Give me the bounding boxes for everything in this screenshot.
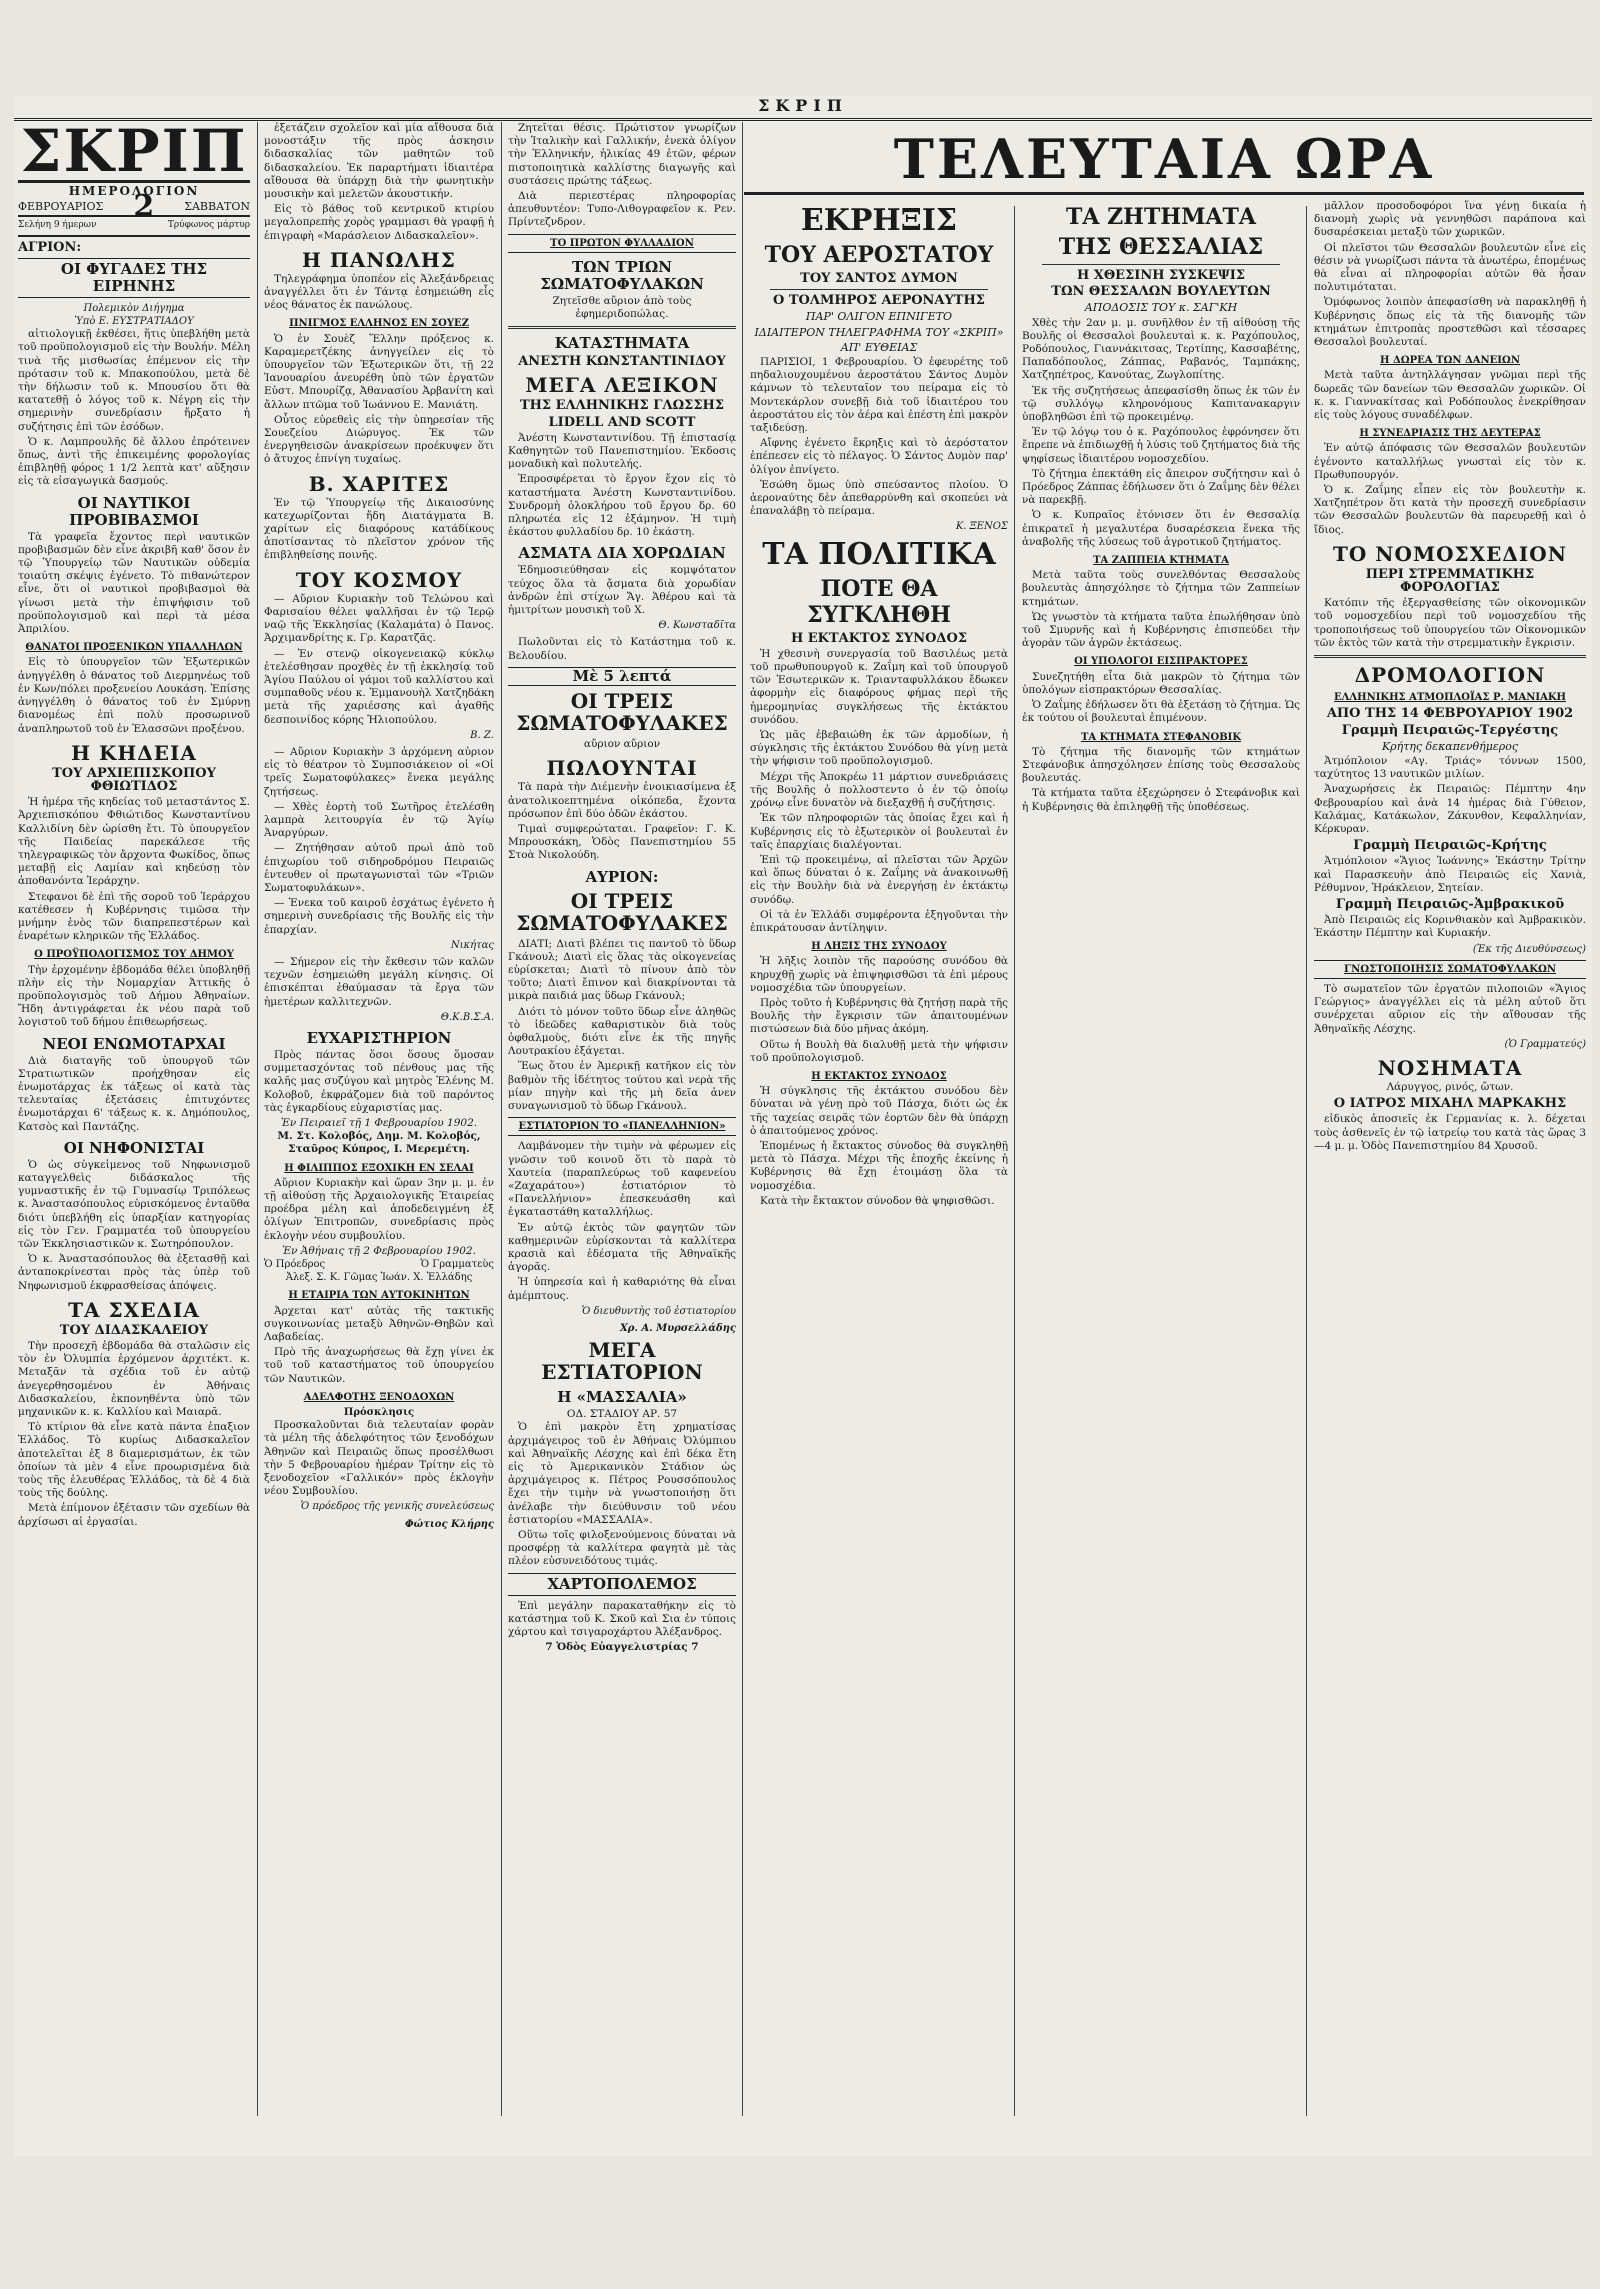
paragraph: Μετὰ ταῦτα τοὺς συνελθόντας Θεσσαλοὺς βουλευτὰς ἀπησχόλησε τὸ ζήτημα τῶν Ζαππείων κτημάτων. (1022, 569, 1300, 608)
column-6 (1314, 200, 1586, 2112)
ad-headline: ΝΟΣΗΜΑΤΑ (1377, 1055, 1523, 1080)
paragraph: ΔΙΑΤΙ; Διατὶ βλέπει τις παντοῦ τὸ ὕδωρ Γκάνουλ; Διατὶ εἰς ὅλας τὰς οἰκογενείας εὑρίσκεται; Διατὶ τὸ πίνουν ἀπὸ τὸν τοῦτο; Διατὶ ἔπινον καὶ διακρίνονται τὰ μικρὰ παιδιά μας ὕδωρ Γκάνουλ; (508, 937, 736, 1003)
ad-line: ΟΔ. ΣΤΑΔΙΟΥ ΑΡ. 57 (566, 1408, 678, 1421)
ad-headline: ΑΥΡΙΟΝ: (585, 867, 659, 886)
paragraph: Ἀναχωρήσεις ἐκ Πειραιῶς: Πέμπτην 4ην Φεβρουαρίου καὶ ἀνὰ 14 ἡμέρας διὰ Γύθειον, Καλάμας, Κατάκωλον, Ζάκυνθον, Κεφαλληνίαν, Κέρκυραν. (1314, 783, 1586, 835)
paragraph: Διότι τὸ μόνον τοῦτο ὕδωρ εἶνε ἀληθῶς τὸ ἰδεῶδες καθαριστικὸν διὰ τοὺς ὀφθαλμοὺς, διότι εἶνε ἐκ τῆς πηγῆς Λουτρακίου ἐξάγεται. (508, 1005, 736, 1058)
section-label: ΑΓΡΙΟΝ: (18, 239, 82, 255)
ad-headline: ΑΠΟ ΤΗΣ 14 ΦΕΒΡΟΥΑΡΙΟΥ 1902 (1326, 706, 1574, 722)
headline: ΤΟΥ ΣΑΝΤΟΣ ΔΥΜΟΝ (800, 271, 958, 286)
headline: ΤΟ ΝΟΜΟΣΧΕΔΙΟΝ (1332, 541, 1567, 566)
ad-headline: Γραμμὴ Πειραιῶς-Τεργέστης (1341, 722, 1559, 738)
signature: Θ.Κ.Β.Σ.Α. (440, 1011, 494, 1023)
paragraph: — Ζητήθησαν αὐτοῦ πρωὶ ἀπὸ τοῦ ἐπιχωρίου τοῦ σιδηροδρόμου Πειραιῶς ἐντευθεν οἱ πρωταγωνισταὶ τῶν «Τριῶν Σωματοφυλάκων». (264, 842, 494, 894)
headline: ΟΙ ΥΠΟΛΟΓΟΙ ΕΙΣΠΡΑΚΤΟΡΕΣ (1074, 656, 1248, 668)
paragraph: Ἡ χθεσινὴ συνεργασία τοῦ Βασιλέως μετὰ τοῦ πρωθυπουργοῦ κ. Ζαΐμη καὶ τοῦ ὑπουργοῦ τῶν Ἐσωτερικῶν κ. Τριανταφυλλάκου ἔδωκεν ἀφορμὴν εἰς διαφόρους φήμας περὶ τῆς ἡμερομηνίας συγκλήσεως τῆς ἐκτάκτου συνόδου. (750, 647, 1008, 726)
paragraph: — Αὔριον Κυριακὴν τοῦ Τελώνου καὶ Φαρισαίου θέλει ψαλλῆσαι ἐν τῷ Ἱερῷ ναῷ τῆς Ἐκκλησίας (Καλαμάτα) ὁ Πανος. Ἀρχιμανδρίτης κ. Γρ. Καρατζᾶς. (264, 592, 494, 645)
paragraph: Τὰ κτήματα ταῦτα ἐξεχώρησεν ὁ Στεφάνοβικ καὶ ἡ Κυβέρνησις θὰ ἐπιληφθῇ τῆς ὑποθέσεως. (1022, 787, 1300, 813)
paragraph: Τὸ ζήτημα ἐπεκτάθη εἰς ἄπειρον συζήτησιν καὶ ὁ Πρόεδρος Ζάππας ἐδήλωσεν ὅτι ὁ Ζαΐμης δὲν θέλει νὰ παρεκβῇ. (1022, 467, 1300, 507)
paragraph: Τὴν ἐρχομένην ἑβδομάδα θέλει ὑποβληθῇ πλὴν εἰς τὴν Νομαρχίαν Ἀττικῆς ὁ προϋπολογισμὸς τοῦ Δήμου Ἀθηναίων. Ἤδη ἀντιγράφεται ἐκ νέου παρὰ τοῦ λογιστοῦ τοῦ δήμου ἐπιθεωρήσεως. (18, 963, 250, 1029)
paragraph: Ἐσώθη ὅμως ὑπὸ σπεύσαντος πλοίου. Ὁ ἀεροναύτης δὲν ἀπεθαρρύνθη καὶ σκοπεύει νὰ ἐπαναλάβῃ τὸ πείραμα. (750, 478, 1008, 518)
paragraph: Χθὲς τὴν 2αν μ. μ. συνῆλθον ἐν τῇ αἰθούσῃ τῆς Βουλῆς οἱ Θεσσαλοὶ βουλευταὶ κ. κ. Ραχόπουλος, Ροδόπουλος, Γιαννάκιτσας, Τερτίπης, Κασσαβέτης, Παπαδόπουλος, Ζάππας, Ραβανός, Ταμπάκης, Χατζηπέτρος, Κανούτας, Ζωγλοπίτης. (1022, 316, 1300, 382)
headline: ΤΩΝ ΘΕΣΣΑΛΩΝ ΒΟΥΛΕΥΤΩΝ (1051, 284, 1271, 300)
headline: ΑΠΟΔΟΣΙΣ ΤΟΥ κ. ΣΑΓ'ΚΗ (1084, 301, 1238, 315)
headline: Η ΛΗΞΙΣ ΤΗΣ ΣΥΝΟΔΟΥ (811, 941, 947, 953)
signature: Κ. ΞΕΝΟΣ (955, 521, 1008, 533)
ad-headline: ΟΙ ΤΡΕΙΣ ΣΩΜΑΤΟΦΥΛΑΚΕΣ (516, 689, 728, 736)
headline: Ο ΤΟΛΜΗΡΟΣ ΑΕΡΟΝΑΥΤΗΣ (773, 293, 985, 309)
column-rule (257, 122, 258, 2116)
paragraph: Ἡ λῆξις λοιπὸν τῆς παρούσης συνόδου θὰ κηρυχθῇ χωρὶς νὰ ἐπιψηφισθῶσι τὰ ἐπὶ μέρους νομοσχέδια τῶν ὑπουργείων. (750, 955, 1008, 994)
paragraph: Ὁμόφωνος λοιπὸν ἀπεφασίσθη νὰ παρακληθῇ ἡ Κυβέρνησις ὅπως εἰς τὰ τῆς διανομῆς τῶν κτημάτων ἐπιτροπὰς προστεθῶσι καὶ τέσσαρες Θεσσαλοὶ βουλευταί. (1314, 296, 1586, 349)
headline: Η ΚΗΔΕΙΑ (71, 740, 197, 765)
paragraph: Ὁ κ. Λαμπρουλῆς δὲ ἄλλου ἐπρότεινεν ὅπως, ἀντὶ τῆς ἐπικειμένης φορολογίας ἐπιβληθῇ φόρος 1 1/2 λεπτὰ κατ' αὔξησιν εἰς τὰ εἰσαγωγικὰ δασμούς. (18, 435, 250, 488)
headline: ΕΚΡΗΞΙΣ (800, 203, 958, 238)
column-rule (1014, 206, 1015, 2116)
paragraph: Ἡ ὑπηρεσία καὶ ἡ καθαριότης θὰ εἶναι ἀμέμπτους. (508, 1276, 736, 1302)
paragraph: Ὁ ἐπὶ μακρὸν ἔτη χρηματίσας ἀρχιμάγειρος τοῦ ἐν Ἀθήναις Ὀλύμπιου καὶ Ἀθηναϊκῆς Λέσχης καὶ ἐπὶ δέκα ἔτη εἰς τὸ Ἀμερικανικὸν Στάδιον ὡς ἀρχιμάγειρος κ. Πέτρος Ρουσσόπουλος ἔχει τὴν τιμὴν νὰ γνωστοποιήσῃ ὅτι ἀνέλαβε τὴν διεύθυνσιν τοῦ νέου ἑστιατορίου «ΜΑΣΣΑΛΙΑ». (508, 1421, 736, 1526)
paragraph: Ἀρχεται κατ' αὐτὰς τῆς τακτικῆς συγκοινωνίας μεταξὺ Ἀθηνῶν-Θηβῶν καὶ Λαβαδείας. (264, 1304, 494, 1344)
paragraph: — Αὔριον Κυριακὴν 3 ἀρχόμενη αὐριον εἰς τὸ θέατρον τὸ Συμποσιάκειον οἱ «Οἱ τρεῖς Σωματοφύλακες» ἔνεκα μεγάλης ζητήσεως. (264, 745, 494, 798)
paragraph: — Ἐνεκα τοῦ καιροῦ ἐσχάτως ἐγένετο ἡ σημερινὴ συνεδρίασις τῆς Βουλῆς εἰς τὴν ἐπαρχίαν. (264, 897, 494, 936)
ad-headline: ΕΣΤΙΑΤΟΡΙΟΝ ΤΟ «ΠΑΝΕΛΛΗΝΙΟΝ» (508, 1117, 736, 1136)
ad-line: αὔριον αὔριον (583, 738, 661, 751)
headline: ΠΟΤΕ ΘΑ ΣΥΓΚΛΗΘΗ (807, 575, 951, 628)
column-rule (1306, 206, 1307, 2116)
signature: Ὁ Γραμματεὺς (420, 1259, 494, 1271)
headline: ΑΠ' ΕΥΘΕΙΑΣ (840, 340, 918, 354)
paragraph: Ἐκ τῆς συζητήσεως ἀπεφασίσθη ὅπως ἐκ τῶν ἐν τῷ συλλόγῳ κληρονόμους Καπιτανακαργιν ὑποβληθῶσι ἐπὶ τῷ προκειμένῳ. (1022, 384, 1300, 424)
column-rule (501, 122, 502, 2116)
paragraph: Ἐν τῷ Ὑπουργείῳ τῆς Δικαιοσύνης κατεχωρίζονται ἤδη Διατάγματα Β. χαρίτων εἰς διαφόρους κατάδίκους ἀποτίσαντας τὸ πλεῖστον χρόνον τῆς ἐπιβληθείσης ποινῆς. (264, 496, 494, 562)
paragraph: Ἐν αὐτῷ ἐκτὸς τῶν φαγητῶν τῶν καθημερινῶν εὑρίσκονται τὰ καλλίτερα κρασιὰ καὶ ἐδέσματα τῆς Ἀθηναϊκῆς ἀγορᾶς. (508, 1221, 736, 1274)
paragraph: Ἀτμόπλοιον «Αγ. Τριάς» τόννων 1500, ταχύτητος 13 ναυτικῶν μιλίων. (1314, 754, 1586, 781)
ad-headline: ΤΗΣ ΕΛΛΗΝΙΚΗΣ ΓΛΩΣΣΗΣ (519, 398, 725, 414)
signature: (Ὁ Γραμματεύς) (1504, 1038, 1586, 1050)
headline: ΤΑ ΚΤΗΜΑΤΑ ΣΤΕΦΑΝΟΒΙΚ (1080, 731, 1242, 743)
column-4 (750, 200, 1008, 2112)
signature: Ὁ Πρόεδρος (264, 1259, 326, 1271)
paragraph: μᾶλλον προσοδοφόροι ἵνα γένῃ δικαία ἡ διανομὴ χωρὶς νὰ γεννηθῶσι παράπονα καὶ δυσαρέσκειαι μεταξὺ τῶν χωρικῶν. (1314, 200, 1586, 239)
paragraph: Στεφανοι δὲ ἐπὶ τῆς σοροῦ τοῦ Ἱεράρχου κατέθεσεν ἡ Κυβέρνησις τιμῶσα τὴν μνήμην ἑνὸς τῶν διαπρεπεστέρων καὶ ἐναρέτων κληρικῶν τῆς Ἑλλάδος. (18, 890, 250, 943)
paragraph: Κατόπιν τῆς ἐξεργασθείσης τῶν οἰκονομικῶν τοῦ νομοσχεδίου περὶ τοῦ νομοσχεδίου τῆς τροποποιήσεως τοῦ ὑπουργείου τῶν Οἰκονομικῶν τῶν ἐκτὸς τῶν κατὰ τὴν στρεμματικὴν ἔγκρισιν. (1314, 597, 1586, 649)
headline: ΤΟΥ ΚΟΣΜΟΥ (295, 567, 463, 592)
paragraph: Πωλοῦνται εἰς τὸ Κατάστημα τοῦ κ. Βελουδίου. (508, 636, 736, 662)
paragraph: Πρὸς τοῦτο ἡ Κυβέρνησις θὰ ζητήσῃ παρὰ τῆς Βουλῆς τὴν ἔγκρισιν τῶν ἀπαιτουμένων πιστώσεων διὰ δύο μῆνας ἀκόμη. (750, 996, 1008, 1036)
paragraph: Μετὰ ἐπίμονον ἐξέτασιν τῶν σχεδίων θὰ ἀρχίσωσι αἱ ἐργασίαι. (18, 1502, 250, 1528)
paragraph: Οἱ πλεῖστοι τῶν Θεσσαλῶν βουλευτῶν εἶνε εἰς θέσιν νὰ γνωρίζωσι πάντα τὰ ἀνωτέρω, ἐπομένως θὰ εἶναι αἱ πληροφορίαι αὐτῶν θὰ ἦσαν πολυτιμόταται. (1314, 241, 1586, 294)
serial-author: Ὑπὸ Ε. ΕΥΣΤΡΑΤΙΑΔΟΥ (74, 316, 194, 328)
date-month: ΦΕΒΡΟΥΑΡΙΟΣ (18, 200, 104, 214)
headline: ΕΥΧΑΡΙΣΤΗΡΙΟΝ (306, 1028, 452, 1047)
signature: Χρ. Α. Μυρσελλάδης (620, 1323, 736, 1334)
paragraph: Ἐν τῷ λόγῳ του ὁ κ. Ραχόπουλος ἐφρόνησεν ὅτι ἔπρεπε νὰ ἐπιδιωχθῇ ἡ λύσις τοῦ ζητήματος διὰ τῆς ψηφίσεως ἰδιαιτέρου νομοσχεδίου. (1022, 426, 1300, 465)
headline: ΤΑ ΖΗΤΗΜΑΤΑ (1066, 204, 1256, 230)
paragraph: Οὕτω τοῖς φιλοξενούμενοις δύναται νὰ προσφέρῃ τὰ καλλίτερα φαγητὰ μὲ τὰς πλέον εὐσυνειδότους τιμάς. (508, 1529, 736, 1568)
newspaper-page (14, 96, 1592, 2156)
headline: ΠΝΙΓΜΟΣ ΕΛΛΗΝΟΣ ΕΝ ΣΟΥΕΖ (289, 318, 469, 330)
signature: Ἀλεξ. Σ. Κ. Γῶμας Ἰωάν. Χ. Ἐλλάδης (285, 1272, 473, 1284)
headline: ΤΟΥ ΑΕΡΟΣΤΑΤΟΥ (764, 242, 994, 268)
paragraph: Ἀτμόπλοιον «Ἅγιος Ἰωάννης» Ἐκάστην Τρίτην καὶ Παρασκευὴν ἀπὸ Πειραιῶς εἰς Χανιὰ, Ρέθυμνον, Ἡράκλειον, Σητείαν. (1314, 855, 1586, 894)
date-weekday: ΣΑΒΒΑΤΟΝ (184, 200, 250, 214)
paragraph: Οὕτω ἡ Βουλὴ θὰ διαλυθῇ μετὰ τὴν ψήφισιν τοῦ προϋπολογισμοῦ. (750, 1038, 1008, 1064)
paragraph: Ὁ κ. Κυπραῖος ἐτόνισεν ὅτι ἐν Θεσσαλίᾳ ἐπικρατεῖ ἡ μεγαλυτέρα δυσαρέσκεια ἕνεκα τῆς ἀναβολῆς τῆς λύσεως τοῦ ἀγροτικοῦ ζητήματος. (1022, 509, 1300, 548)
headline: ΟΙ ΝΗΦΟΝΙΣΤΑΙ (63, 1138, 205, 1157)
paragraph: Ὁ ὡς σὑγκεἰμενος τοῦ Νηφωνισμοῦ καταγγελθεὶς διδάσκαλος τῆς γυμναστικῆς ἐν τῷ Γυμνασίῳ Τριπόλεως κ. Ἀναστασόπουλος εὑρισκόμενος ἐνταῦθα διότι ὑπεβλήθη εἰς ὑπαρξίαν κατηγορίας εἰς τὸν Γεν. Γραμματέα τοῦ ὑπουργείου τῶν Ἐκκλησιαστικῶν κ. Σωτηρόπουλον. (18, 1158, 250, 1250)
paragraph: Ἐπροσφέρεται τὸ ἔργον ἔχον εἰς τὸ καταστήματα Ἀνέστη Κωνσταντινίδου. Συνδρομὴ ὁλοκλήρου τοῦ ἔργου δρ. 60 πληρωτέα εἰς 12 ἑξάμηνον. Ἡ τιμὴ ἑκάστου φυλλαδίου δρ. 10 ἐκάστη. (508, 473, 736, 539)
headline: ΤΑ ΖΑΠΠΕΙΑ ΚΤΗΜΑΤΑ (1093, 555, 1229, 567)
late-news-masthead: ΤΕΛΕΥΤΑΙΑ ΩΡΑ (744, 126, 1584, 195)
paragraph: Ἐκ τῶν πληροφοριῶν τὰς ὁποίας ἔχει καὶ ἡ Κυβέρνησις εἰς τὸ ἐξωτερικὸν οἱ βουλευταὶ ἐν ταῖς ἐπαρχίαις διαλέγονται. (750, 812, 1008, 851)
headline: ΝΕΟΙ ΕΝΩΜΟΤΑΡΧΑΙ (42, 1034, 226, 1053)
signature: Ὁ διευθυντὴς τοῦ ἑστιατορίου (581, 1305, 736, 1317)
paragraph: Διὰ περιεστέρας πληροφορίας ἀπευθυντέον: Τυπο-Λιθογραφεῖον κ. Ρεν. Πρίντεζνδρον. (508, 190, 736, 229)
ad-headline: ΓΝΩΣΤΟΠΟΙΗΣΙΣ ΣΩΜΑΤΟΦΥΛΑΚΩΝ (1314, 960, 1586, 979)
signature: (Ἐκ τῆς Διευθύνσεως) (1472, 943, 1586, 955)
paragraph: Αἴφνης ἐγένετο ἔκρηξις καὶ τὸ ἀερόστατον ἐπέπεσεν εἰς τὸ πέλαγος. Ὁ Σάντος Δυμὸν παρ' ὀλίγον ἐπνίγετο. (750, 437, 1008, 476)
paragraph: — Χθὲς ἐορτὴ τοῦ Σωτῆρος ἐτελέσθη λαμπρὰ λειτουργία ἐν τῷ Ἁγίῳ Ἀναργύρων. (264, 800, 494, 840)
paragraph: Ὁ ἐν Σουὲζ Ἕλλην πρόξενος κ. Καραμερετζέκης ἀνηγγείλεν εἰς τὸ ὑπουργεῖον τῶν Ἐξωτερικῶν ὅτι, τῇ 22 Ἰανουαρίου ἀνευρέθη ὑπὸ τῶν ἐργατῶν Εὐστ. Μπουρίζᾳ, Ἀθανασίου Ἀρβανίτη καὶ ἄλλων πτῶμα τοῦ Ἰωάννου Ε. Μανιάτη. (264, 332, 494, 411)
paragraph: αἰτιολογικῇ ἐκθέσει, ἥτις ὑπεβλήθη μετὰ τοῦ προϋπολογισμοῦ εἰς τὴν Βουλήν. Μέλη τινὰ τῆς μισθωσίας ἐπέμενον εἰς τὴν πρότασιν τοῦ κ. Μπακοπούλου, μετὰ δὲ τὴν δήλωσιν τοῦ κ. Μπουσίου ὅτι θὰ κατατεθῇ ὁ λόγος τοῦ κ. Νέγρη εἰς τὴν σημερινὴν συνεδρίασιν ἤρξατο ἡ συζήτησις ἐπὶ τῶν ἐσόδων. (18, 328, 250, 433)
ad-headline: LIDELL AND SCOTT (548, 414, 696, 430)
paragraph: Πρὸ τῆς ἀναχωρήσεως θὰ ἔχῃ γίνει ἐκ τοῦ τοῦ καταστήματος τοῦ ὑπουργείου τῶν Ναυτικῶν. (264, 1346, 494, 1385)
headline: Η ΧΘΕΣΙΝΗ ΣΥΣΚΕΨΙΣ (1076, 268, 1246, 283)
ad-headline: ΕΛΛΗΝΙΚΗΣ ΑΤΜΟΠΛΟΪΑΣ Ρ. ΜΑΝΙΑΚΗ (1333, 692, 1566, 704)
paragraph: Αὔριον Κυριακὴν καὶ ὥραν 3ην μ. μ. ἐν τῇ αἰθούσῃ τῆς Ἀρχαιολογικῆς Ἑταιρείας προέδρα μέλη καὶ ἀποδεδειγμένη ἐξ ὀλίγων Ἐπιτροπῶν, συνεδρίασις πρὸς ἐκλογὴν νέου συμβουλίου. (264, 1176, 494, 1242)
headline: ΤΟΥ ΑΡΧΙΕΠΙΣΚΟΠΟΥ ΦΘΙΩΤΙΔΟΣ (52, 765, 216, 794)
headline: Η ΠΑΝΩΛΗΣ (302, 247, 456, 272)
headline: Β. ΧΑΡΙΤΕΣ (308, 471, 450, 496)
paragraph: Ὁ κ. Ἀναστασόπουλος θὰ ἐξετασθῇ καὶ ἀνταποκρίνεσται πρὸς τὰς ὑπὲρ τοῦ Νηφωνισμοῦ ἐκφρασθείσας ἀπόψεις. (18, 1253, 250, 1292)
headline: Η ΕΤΑΙΡΙΑ ΤΩΝ ΑΥΤΟΚΙΝΗΤΩΝ (288, 1290, 470, 1302)
dateline: Ἐν Πειραιεῖ τῇ 1 Φεβρουαρίου 1902. (280, 1117, 478, 1129)
paragraph: Προσκαλοῦνται διὰ τελευταίαν φορὰν τὰ μέλη τῆς ἀδελφότητος τῶν ξενοδόχων Ἀθηνῶν καὶ Πειραιῶς ὅπως προσέλθωσι τὴν 5 Φεβρουαρίου ἡμέραν Τρίτην εἰς τὸ ξενοδοχεῖον «Γαλλικόν» πρὸς ἐκλογὴν νέου Συμβουλίου. (264, 1419, 494, 1498)
price: Μὲ 5 λεπτά (508, 667, 736, 686)
moon-phase: Σελήνη 9 ήμερων (18, 220, 97, 231)
ad-headline: ΑΝΕΣΤΗ ΚΩΝΣΤΑΝΤΙΝΙΔΟΥ (518, 354, 726, 370)
ad-headline: Ο ΙΑΤΡΟΣ ΜΙΧΑΗΛ ΜΑΡΚΑΚΗΣ (1333, 1096, 1567, 1112)
paragraph: ἐξετάζειν σχολεῖον καὶ μία αἴθουσα διὰ μονοστάξιν τῆς πρὸς ἀσκησιν διδασκαλίας τῶν μαθητῶν τοῦ διδασκαλείου. Ἐκ παραρτήματι ἰδιαιτέρα αἴθουσα θὰ ὑπάρχῃ διὰ τὴν φωνητικὴν μουσικὴν καὶ μελετῶν ἀκουστικήν. (264, 122, 494, 201)
ad-headline: ΧΑΡΤΟΠΟΛΕΜΟΣ (508, 1573, 736, 1596)
divider (508, 326, 736, 329)
masthead: ΣΚΡΙΠ (18, 122, 250, 183)
divider (1314, 655, 1586, 658)
paragraph: Εἰς τὸ ὑπουργεῖον τῶν Ἐξωτερικῶν ἀνηγγέλθη ὁ θάνατος τοῦ Διερμηνέως τοῦ ἐν Κων/πόλει προξενείου Λουκάση. Ἐπίσης ἀνηγγέλθη ὁ θάνατος τοῦ ἐν Σμύρνῃ διανομέως ἐπὶ πολὺ προσωρινοῦ ἀναπληρωτοῦ τοῦ ἐν Ἐλασσῶνι προξένου. (18, 656, 250, 735)
headline: ΘΑΝΑΤΟΙ ΠΡΟΞΕΝΙΚΩΝ ΥΠΑΛΛΗΛΩΝ (25, 642, 243, 654)
ad-headline: Η «ΜΑΣΣΑΛΙΑ» (557, 1388, 687, 1407)
paragraph: Ἐν αὐτῷ ἀπόφασις τῶν Θεσσαλῶν βουλευτῶν ἐγένοντο καταλλήλως γνωσταὶ εἰς τὸν κ. Πρωθυπουργόν. (1314, 442, 1586, 481)
ad-headline: ΜΕΓΑ ΕΣΤΙΑΤΟΡΙΟΝ (541, 1338, 703, 1385)
paragraph: Τὰ παρὰ τὴν Διέμενὴν ἐνοικιασίμενα ἐξ ἀνατολικοεπτημένα οἰκόπεδα, ἔχοντα πρόσωπον ἐπὶ δύο ὁδῶν ἑκάστου. (508, 781, 736, 820)
ad-headline: ΜΕΓΑ ΛΕΞΙΚΟΝ (525, 373, 719, 398)
divider (1042, 264, 1280, 265)
serial-subtitle: Πολεμικὸν Διήγημα (83, 302, 185, 314)
signature: Θ. Κωνσταδῖτα (658, 620, 736, 632)
paragraph: Τιμαὶ συμφερώταται. Γραφεῖον: Γ. Κ. Μπρουσκάκη, Ὁδὸς Πανεπιστημίου 55 Στοὰ Νικολούδη. (508, 822, 736, 862)
date-number: 2 (133, 189, 155, 225)
paragraph: Τὸ σωματεῖον τῶν ἐργατῶν πιλοποιῶν «Ἅγιος Γεώργιος» ἀναγγέλλει εἰς τὰ μέλη αὐτοῦ ὅτι συνέρχεται αὔριον εἰς τὴν αἴθουσαν τῆς Ἀθηναϊκῆς Λέσχης. (1314, 982, 1586, 1035)
paragraph: Τὸ ζήτημα τῆς διανομῆς τῶν κτημάτων Στεφάνοβικ ἀπησχόλησεν ἐπίσης τοὺς Θεσσαλοὺς βουλευτάς. (1022, 745, 1300, 785)
ad-headline: Γραμμὴ Πειραιῶς-Ἀμβρακικοῦ (1335, 896, 1565, 912)
paragraph: Μέχρι τῆς Ἀποκρέω 11 μάρτιον συνεδριάσεις τῆς Βουλῆς ὁ πολλοστεντο ὁ ἐν τῷ ὁποίῳ χρόνῳ εἶνε δυνατὸν νὰ διεξαχθῇ ἡ συζήτησις. (750, 770, 1008, 810)
headline: Ο ΠΡΟΫΠΟΛΟΓΙΣΜΟΣ ΤΟΥ ΔΗΜΟΥ (34, 949, 234, 961)
saint-of-day: Τρύφωνος μάρτυρ (167, 220, 250, 231)
masthead-subtitle: ΗΜΕΡΟΛΟΓΙΟΝ (68, 184, 200, 198)
signature: Φώτιος Κλήρης (404, 1518, 494, 1530)
signature: Β. Ζ. (470, 729, 494, 741)
signature: Μ. Στ. Κολοβός, Δημ. Μ. Κολοβός, Σταῦρος Κύπρος, I. Μερεμέτη. (277, 1130, 481, 1156)
headline: ΙΔΙΑΙΤΕΡΟΝ ΤΗΛΕΓΡΑΦΗΜΑ ΤΟΥ «ΣΚΡΙΠ» (754, 325, 1004, 339)
headline: ΤΟΥ ΔΙΔΑΣΚΑΛΕΙΟΥ (59, 1322, 209, 1338)
paragraph: Συνεζητήθη εἶτα διὰ μακρῶν τὸ ζήτημα τῶν ὑπολόγων εἰσπρακτόρων Θεσσαλίας. (1022, 670, 1300, 696)
address: 7 Ὁδὸς Εὐαγγελιστρίας 7 (545, 1641, 699, 1654)
headline: Η ΕΚΤΑΚΤΟΣ ΣΥΝΟΔΟΣ (790, 630, 968, 646)
headline: ΤΑ ΠΟΛΙΤΙΚΑ (762, 536, 996, 572)
paragraph: Εἰς τὸ βάθος τοῦ κεντρικοῦ κτιρίου μεγαλοπρεπὴς χορὸς γραμμασι θὰ γραφῇ ἡ ἐπιγραφὴ «Μαράσλειον Διδασκαλεῖον». (264, 203, 494, 242)
paragraph: εἰδικὸς ἀποσιεῖς ἐκ Γερμανίας κ. λ. δέχεται τοὺς ἀσθενεῖς ἐν τῷ ἰατρείῳ του κατὰ τὰς ὥρας 3—4 μ. μ. Ὁδὸς Πανεπιστημίου 84 Χρυσοῦ. (1314, 1113, 1586, 1152)
divider (770, 289, 988, 290)
running-head: ΣΚΡΙΠ (14, 96, 1592, 121)
paragraph: — Ἐν στενῷ οἰκογενειακῷ κύκλῳ ἐτελέσθησαν προχθὲς ἐν τῇ ἐκκλησίᾳ τοῦ Ἁγίου Παύλου οἱ γάμοι τοῦ καλλίστου καὶ συμπαθοῦς νέου κ. Ἐμμανουὴλ Χατζηδάκη μετὰ τῆς χαριέσσης καὶ ἀγαθῆς δεσποινίδος κόρης Ἠλιοπούλου. (264, 647, 494, 726)
paragraph: Ὁ κ. Ζαΐμης εἶπεν εἰς τὸν βουλευτὴν κ. Χατζηπέτρον ὅτι κατὰ τὴν προσεχῆ συνεδρίασιν τῶν Θεσσαλῶν βουλευτῶν θὰ παρευρεθῇ καὶ ὁ ἴδιος. (1314, 484, 1586, 536)
headline: ΠΕΡΙ ΣΤΡΕΜΜΑΤΙΚΗΣ ΦΟΡΟΛΟΓΙΑΣ (1365, 566, 1535, 596)
paragraph: Ἐπὶ μεγάλην παρακαταθήκην εἰς τὸ κατάστημα τοῦ Κ. Σκοῦ καὶ Σια ἐν τύποις χάρτου καὶ τσιγαροχάρτου Ἀλέξανδρος. (508, 1599, 736, 1639)
signature: Νικήτας (450, 939, 494, 951)
headline: ΤΑ ΣΧΕΔΙΑ (68, 1297, 200, 1322)
paragraph: Τηλεγράφημα ὑποπέον εἰς Ἀλεξάνδρειας ἀναγγέλλει ὅτι ἐν Τάντᾳ ἐσημειώθη εἷς νέος θάνατος ἐκ πανώλους. (264, 272, 494, 312)
paragraph: Ἡ ἡμέρα τῆς κηδείας τοῦ μεταστάντος Σ. Ἀρχιεπισκόπου Φθιώτιδος Κωνσταντίνου Καλλιδίνη δὲν ὡρίσθη ἔτι. Τὸ ὑπουργεῖον τῆς Παιδείας παρεκάλεσε τῆς τηλεγραφικῶς τὸν ἄρχοντα Φωκίδος, ὅπως μεταβῇ εἰς Λαμίαν καὶ κηδεύσῃ τὸν ἀποθανόντα Ἱεράρχην. (18, 796, 250, 888)
ad-headline: Κρήτης δεκαπενθήμερος (1381, 739, 1519, 753)
paragraph: Ἀνέστη Κωνσταντινίδου. Τῇ ἐπιστασίᾳ Καθηγητῶν τοῦ Πανεπιστημίου. Ἐκδοσις μοναδικὴ καὶ πολυτελής. (508, 431, 736, 471)
paragraph: Κατὰ τὴν ἔκτακτον σύνοδον θὰ ψηφισθῶσι. (760, 1194, 995, 1207)
headline: Η ΦΙΛΙΠΠΟΣ ΕΞΟΧΙΚΗ ΕΝ ΣΕΛΑΙ (284, 1162, 474, 1174)
headline: ΤΗΣ ΘΕΣΣΑΛΙΑΣ (1058, 234, 1264, 260)
ad-headline: ΚΑΤΑΣΤΗΜΑΤΑ (554, 334, 690, 353)
paragraph: Ἐπὶ τῷ προκειμένῳ, αἱ πλεῖσται τῶν Ἀρχῶν καὶ ὅπως δύναται ὁ κ. Ζαΐμης νὰ ἀνακοινωθῇ εἰς τὴν Βουλὴν διὰ νὰ ἐνεργήσῃ ἐν ἐκτάκτῳ συνόδῳ. (750, 853, 1008, 906)
paragraph: Ὁ Ζαΐμης ἐδήλωσεν ὅτι θὰ ἐξετάσῃ τὸ ζήτημα. Ὡς ἐκ τούτου οἱ βουλευταὶ ἐπιμένουν. (1022, 699, 1300, 725)
paragraph: Λαμβάνομεν τὴν τιμὴν νὰ φέρωμεν εἰς γνῶσιν τοῦ κοινοῦ ὅτι τὸ παρὰ τὸ Χαυτεία (παραπλεύρως τοῦ καφενείου «Ζαχαράτου») ἑστιατόριον τὸ «Πανελλήνιον» ἐπεσκευάσθη καὶ ἐγκαταστάθη καταλλήλως. (508, 1140, 736, 1219)
headline: ΑΔΕΛΦΟΤΗΣ ΞΕΝΟΔΟΧΩΝ (303, 1391, 455, 1403)
paragraph: Ἕως ὅτου ἐν Ἀμερικῇ κατῆκον εἰς τὸν βαθμὸν τῆς ἰδέτητος τούτου καὶ νερὰ τῆς μίαν πηγὴν καὶ τῆς μὴ δεῖα ἀνεν συναγωνισμοῦ τὸ ὕδωρ Γκάνουλ. (508, 1060, 736, 1112)
column-5 (1022, 200, 1300, 2112)
paragraph: ΠΑΡΙΣΙΟΙ, 1 Φεβρουαρίου. Ὁ ἐφευρέτης τοῦ πηδαλιουχουμένου ἀεροστάτου Σάντος Δυμὸν κάμνων τὸ τελευταῖον του πείραμα εἰς τὸ Μοντεκάρλον συνεβῇ διὰ τοῦ ἰδιαιτέρου του ἀεροστάτου εἰς τὸν ἀέρα καὶ ἐπέστη ἐπὶ μακρὸν ταξιδεύσῃ. (750, 356, 1008, 435)
ad-headline: ΔΡΟΜΟΛΟΓΙΟΝ (1354, 663, 1546, 688)
subheadline: Πρόσκλησις (343, 1407, 415, 1419)
paragraph: Ἐδημοσιεύθησαν εἰς κομψότατον τεύχος ὅλα τὰ ᾄσματα διὰ χορωδίαν ἀνδρῶν ἐπὶ στίχων Ἄγ. Ἁθέρου καὶ τὰ ἡμιτρίτων μουσικὴ τοῦ Χ. (508, 564, 736, 617)
headline: Η ΕΚΤΑΚΤΟΣ ΣΥΝΟΔΟΣ (811, 1070, 947, 1082)
paragraph: Διὰ διαταγῆς τοῦ ὑπουργοῦ τῶν Στρατιωτικῶν προήχθησαν εἰς ἐνωμοτάρχας ἐκ τάξεως οἱ κατὰ τὰς τελευταίας ἐξετάσεις ἐπιτυχόντες ἐνωμοτάρχαι 6' τάξεως κ. κ. Δημόπουλος, Κατσὸς καὶ Παντάζης. (18, 1054, 250, 1133)
ad-headline: ΑΣΜΑΤΑ ΔΙΑ ΧΟΡΩΔΙΑΝ (518, 544, 726, 563)
paragraph: Ὡς γνωστὸν τὰ κτήματα ταῦτα ἐπωλήθησαν ὑπὸ τοῦ Σμυρνῆς καὶ ἡ Κυβέρνησις ἐπισπεύδει τὴν ἀγορὰν τῶν ἀγρῶν ἐκτάσεως. (1022, 610, 1300, 650)
serial-title: ΟΙ ΦΥΓΑΔΕΣ ΤΗΣ ΕΙΡΗΝΗΣ (18, 258, 250, 298)
headline: Η ΣΥΝΕΔΡΙΑΣΙΣ ΤΗΣ ΔΕΥΤΕΡΑΣ (1359, 428, 1541, 440)
ad-headline: ΟΙ ΤΡΕΙΣ ΣΩΜΑΤΟΦΥΛΑΚΕΣ (516, 888, 728, 935)
paragraph: Τὰ γραφεῖα ἔχοντος περὶ ναυτικῶν προβιβασμῶν δὲν εἶνε ἀκριβῆ καθ' ὅσον ἐν τῷ Ὑπουργείῳ τῶν Ναυτικῶν οὐδεμία τοιαύτη σκέψις ἐγένετο. Τὸ πιθανώτερον εἶνε, ὅτι οἱ ναυτικοὶ προβιβασμοὶ θὰ γίνωσι μετὰ τὴν ἐπιψήφισιν τοῦ προϋπολογισμοῦ καὶ περὶ τὰ μέσα Ἀπριλίου. (18, 530, 250, 636)
paragraph: Οἱ τὰ ἐν Ἑλλάδι συμφέροντα ἐξηγοῦνται τὴν ἐπικράτουσαν ἀντίληψιν. (750, 908, 1008, 934)
column-1 (18, 122, 250, 2112)
column-rule (742, 122, 743, 2116)
paragraph: Μετὰ ταῦτα ἀντηλλάγησαν γνῶμαι περὶ τῆς δωρεᾶς τῶν δανείων τῶν Θεσσαλῶν χωρικῶν. Οἱ κ. κ. Γιαννακίτσας καὶ Ροδόπουλος ἐνεκρίθησαν εἰς τοὺς λόγους συναδέλφων. (1314, 369, 1586, 422)
paragraph: Ὡς μᾶς ἐβεβαιώθη ἐκ τῶν ἀρμοδίων, ἡ σύγκλησις τῆς ἐκτάκτου Συνόδου θὰ γίνῃ μετὰ τὴν ψήφισιν τοῦ προϋπολογισμοῦ. (750, 729, 1008, 768)
paragraph: Ἡ σύγκλησις τῆς ἐκτάκτου συνόδου δὲν δύναται νὰ γένῃ πρὸ τοῦ Πάσχα, διότι ὡς ἐκ τῆς ταχείας σειρᾶς τῶν ἐορτῶν δὲν θὰ ὑπάρχῃ ὁ ἀπαιτούμενος χρόνος. (750, 1085, 1008, 1137)
headline: Η ΔΩΡΕΑ ΤΩΝ ΔΑΝΕΙΩΝ (1380, 355, 1520, 367)
paragraph: Ἐπομένως ἡ ἔκτακτος σύνοδος θὰ συγκληθῇ μετὰ τὸ Πάσχα. Μέχρι τῆς ἐποχῆς ἐκείνης ἡ Κυβέρνησις θὰ ἔχῃ ἑτοιμάσῃ ὅλα τὰ νομοσχέδια. (750, 1139, 1008, 1192)
ad-line: Λάρυγγος, ρινός, ὤτων. (1386, 1080, 1514, 1093)
signature: Ὁ πρόεδρος τῆς γενικῆς συνελεύσεως (300, 1501, 494, 1513)
column-3 (508, 122, 736, 2112)
headline: ΟΙ ΝΑΥΤΙΚΟΙ ΠΡΟΒΙΒΑΣΜΟΙ (69, 493, 199, 529)
ad-line: Ζητεῖσθε αὔριον ἀπὸ τοὺς ἐφημεριδοπώλας. (552, 294, 692, 321)
paragraph: — Σήμερον εἰς τὴν ἔκθεσιν τῶν καλῶν τεχνῶν ἐσημειώθη μεγάλη κίνησις. Οἱ ἐπισκέπται ἐθαύμασαν τὰ ἔργα τῶν ἡμετέρων καλλιτεχνῶν. (264, 955, 494, 1008)
headline: ΠΑΡ' ΟΛΙΓΟΝ ΕΠΝΙΓΕΤΟ (805, 310, 953, 324)
paragraph: Τὸ κτίριον θὰ εἶνε κατὰ πάντα ἐπαξιον Ἐλλάδος. Τὸ κυρίως Διδασκαλεῖον ἀποτελεῖται ἐξ 8 διαμερισμάτων, ἐκ τῶν ὁποίων τὰ μὲν 4 εἶνε προωρισμένα διὰ τοὺς τῆς ἐλευθέρας Ἑλλάδος, τὰ δὲ 4 διὰ τοὺς τῆς δούλης. (18, 1421, 250, 1500)
column-2 (264, 122, 494, 2112)
paragraph: Οὗτος εὑρεθεὶς εἰς τὴν ὑπηρεσίαν τῆς Σουεζείου Διώρυγος. Ἐκ τῶν ἐνεργηθεισῶν ἀνακρίσεων προέκυψεν ὅτι ὁ ἄτυχος ἐπνίγη τυχαίως. (264, 413, 494, 466)
paragraph: Τὴν προσεχῆ ἑβδομάδα θὰ σταλῶσιν εἰς τὸν ἐν Ὀλυμπία ἐρχόμενον ἀρχιτέκτ. κ. Μεταξᾶν τὰ σχέδια τοῦ ἐν αὐτῷ ἀνεγερθησομένου ἐν Ἀθήναις Διδασκαλείου, ἐκπονηθέντα ὑπὸ τῶν μηχανικῶν κ. κ. Καλλίου καὶ Μαιαρᾶ. (18, 1340, 250, 1419)
signature-row (264, 1258, 494, 1271)
paragraph: Πρὸς πάντας ὅσοι ὅσους ὅμοσαν συμμετασχόντας τοῦ πένθους μας τῆς καλῆς μας συζύγου καὶ μητρὸς Ἑλένης Μ. Κολοβοῦ, ἐκφράζομεν διὰ τοῦ παρόντος τὰς ἐγκαρδίους εὐχαριστίας μας. (264, 1048, 494, 1114)
paragraph: Ζητεῖται θέσις. Πρώτιστον γνωρίζων τὴν Ἰταλικὴν καὶ Γαλλικήν, ἐνεκὰ ὀλίγον τὴν Ἑλληνικήν, ἡλικίας 49 ἐτῶν, φέρων πιστοποιητικὰ καλλίστης διαγωγῆς καὶ συστάσεις πρώτης τάξεως. (508, 122, 736, 187)
ad-box-title: ΤΟ ΠΡΩΤΟΝ ΦΥΛΛΑΔΙΟΝ (508, 234, 736, 253)
ad-headline: Γραμμὴ Πειραιῶς-Κρήτης (1353, 838, 1547, 854)
dateline: Ἐν Ἀθήναις τῇ 2 Φεβρουαρίου 1902. (282, 1244, 476, 1257)
paragraph: Ἀπὸ Πειραιῶς εἰς Κορινθιακὸν καὶ Ἀμβρακικὸν. Ἐκάστην Πέμπτην καὶ Κυριακήν. (1314, 914, 1586, 940)
ad-headline: ΤΩΝ ΤΡΙΩΝ ΣΩΜΑΤΟΦΥΛΑΚΩΝ (540, 257, 704, 293)
ad-headline: ΠΩΛΟΥΝΤΑΙ (546, 756, 698, 781)
